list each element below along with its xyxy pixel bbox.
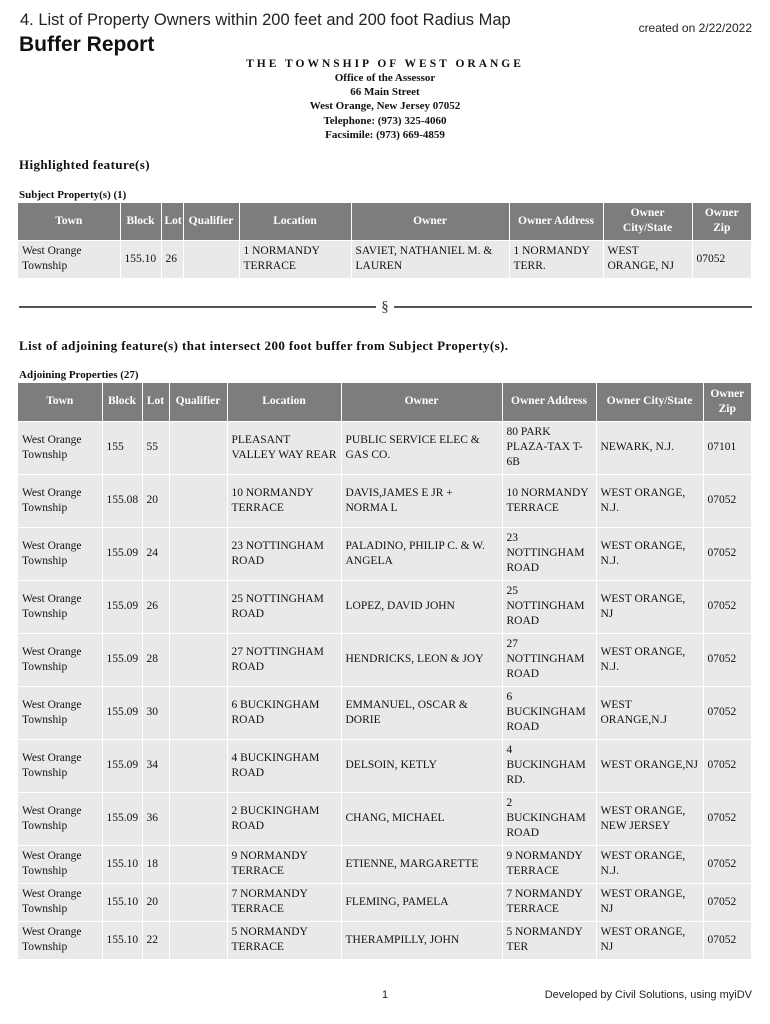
divider-line-right: [394, 306, 752, 308]
header-owner-zip: Owner Zip: [703, 383, 751, 421]
cell-owner-city-state: WEST ORANGE, N.J.: [596, 527, 703, 580]
table-row: [18, 421, 751, 474]
cell-owner-address: 5 NORMANDY TER: [502, 921, 596, 959]
cell-lot: 20: [142, 883, 169, 921]
created-date: created on 2/22/2022: [638, 21, 752, 35]
cell-qualifier: [169, 883, 227, 921]
cell-owner: CHANG, MICHAEL: [341, 792, 502, 845]
cell-block: 155.08: [102, 474, 142, 527]
cell-owner-city-state: WEST ORANGE, NJ: [603, 240, 692, 278]
office-name: Office of the Assessor: [334, 72, 436, 84]
header-owner-city-state: Owner City/State: [603, 203, 692, 240]
cell-location: 27 NOTTINGHAM ROAD: [227, 633, 341, 686]
cell-owner: SAVIET, NATHANIEL M. & LAUREN: [351, 240, 509, 278]
cell-location: 23 NOTTINGHAM ROAD: [227, 527, 341, 580]
cell-owner-address: 25 NOTTINGHAM ROAD: [502, 580, 596, 633]
cell-owner-address: 1 NORMANDY TERR.: [509, 240, 603, 278]
cell-location: 1 NORMANDY TERRACE: [239, 240, 351, 278]
cell-owner-city-state: WEST ORANGE, N.J.: [596, 845, 703, 883]
cell-qualifier: [169, 792, 227, 845]
city-address: West Orange, New Jersey 07052: [309, 100, 461, 113]
table-row: [18, 686, 751, 739]
township-name: THE TOWNSHIP OF WEST ORANGE: [246, 58, 524, 70]
cell-location: 6 BUCKINGHAM ROAD: [227, 686, 341, 739]
cell-owner-address: 6 BUCKINGHAM ROAD: [502, 686, 596, 739]
cell-owner-zip: 07052: [692, 240, 751, 278]
cell-owner-zip: 07101: [703, 421, 751, 474]
cell-location: 9 NORMANDY TERRACE: [227, 845, 341, 883]
letterhead: [0, 57, 770, 142]
cell-owner: ETIENNE, MARGARETTE: [341, 845, 502, 883]
table-row: [18, 527, 751, 580]
header-location: Location: [239, 203, 351, 240]
street-address: 66 Main Street: [350, 86, 420, 99]
cell-lot: 34: [142, 739, 169, 792]
header-block: Block: [102, 383, 142, 421]
cell-location: PLEASANT VALLEY WAY REAR: [227, 421, 341, 474]
cell-qualifier: [169, 527, 227, 580]
cell-owner-address: 7 NORMANDY TERRACE: [502, 883, 596, 921]
cell-owner-address: 10 NORMANDY TERRACE: [502, 474, 596, 527]
cell-owner-zip: 07052: [703, 739, 751, 792]
cell-owner: DAVIS,JAMES E JR + NORMA L: [341, 474, 502, 527]
table-row: [18, 474, 751, 527]
adjoining-properties-table: [18, 383, 751, 959]
cell-owner-address: 2 BUCKINGHAM ROAD: [502, 792, 596, 845]
cell-location: 2 BUCKINGHAM ROAD: [227, 792, 341, 845]
header-owner-zip: Owner Zip: [692, 203, 751, 240]
cell-block: 155.09: [102, 633, 142, 686]
section-mark: §: [381, 299, 389, 315]
cell-owner-city-state: WEST ORANGE, N.J.: [596, 474, 703, 527]
table-row: [18, 921, 751, 959]
header-location: Location: [227, 383, 341, 421]
cell-town: West Orange Township: [18, 845, 102, 883]
subject-property-label: Subject Property(s) (1): [19, 189, 127, 201]
header-owner: Owner: [341, 383, 502, 421]
cell-owner-city-state: WEST ORANGE, N.J.: [596, 633, 703, 686]
cell-location: 4 BUCKINGHAM ROAD: [227, 739, 341, 792]
cell-block: 155.10: [102, 921, 142, 959]
cell-lot: 30: [142, 686, 169, 739]
table-row: [18, 739, 751, 792]
header-block: Block: [120, 203, 161, 240]
cell-lot: 55: [142, 421, 169, 474]
cell-block: 155.10: [102, 883, 142, 921]
adjoining-properties-label: Adjoining Properties (27): [19, 369, 139, 381]
cell-owner-address: 4 BUCKINGHAM RD.: [502, 739, 596, 792]
cell-owner: EMMANUEL, OSCAR & DORIE: [341, 686, 502, 739]
header-qualifier: Qualifier: [183, 203, 239, 240]
document-title: 4. List of Property Owners within 200 feet and 200 foot Radius Map: [20, 11, 511, 29]
cell-block: 155.09: [102, 686, 142, 739]
header-owner-address: Owner Address: [502, 383, 596, 421]
cell-block: 155.09: [102, 739, 142, 792]
cell-owner-zip: 07052: [703, 527, 751, 580]
divider-line-left: [19, 306, 376, 308]
cell-qualifier: [169, 421, 227, 474]
cell-qualifier: [169, 739, 227, 792]
cell-owner: HENDRICKS, LEON & JOY: [341, 633, 502, 686]
cell-town: West Orange Township: [18, 792, 102, 845]
table-row: [18, 845, 751, 883]
cell-town: West Orange Township: [18, 883, 102, 921]
cell-qualifier: [169, 686, 227, 739]
cell-owner: THERAMPILLY, JOHN: [341, 921, 502, 959]
header-town: Town: [18, 203, 120, 240]
cell-town: West Orange Township: [18, 633, 102, 686]
cell-owner-zip: 07052: [703, 845, 751, 883]
cell-owner-address: 9 NORMANDY TERRACE: [502, 845, 596, 883]
facsimile: Facsimile: (973) 669-4859: [325, 128, 445, 141]
cell-owner: PUBLIC SERVICE ELEC & GAS CO.: [341, 421, 502, 474]
cell-block: 155.09: [102, 527, 142, 580]
cell-owner: PALADINO, PHILIP C. & W. ANGELA: [341, 527, 502, 580]
cell-owner-city-state: WEST ORANGE,N.J: [596, 686, 703, 739]
cell-block: 155.09: [102, 580, 142, 633]
developed-by: Developed by Civil Solutions, using myiDV: [544, 989, 752, 1001]
cell-owner-city-state: WEST ORANGE, NEW JERSEY: [596, 792, 703, 845]
cell-owner: DELSOIN, KETLY: [341, 739, 502, 792]
cell-town: West Orange Township: [18, 527, 102, 580]
subject-property-table: [18, 203, 751, 278]
cell-town: West Orange Township: [18, 739, 102, 792]
cell-owner-city-state: WEST ORANGE,NJ: [596, 739, 703, 792]
cell-town: West Orange Township: [18, 686, 102, 739]
cell-lot: 26: [161, 240, 183, 278]
cell-block: 155: [102, 421, 142, 474]
cell-lot: 24: [142, 527, 169, 580]
header-owner-address: Owner Address: [509, 203, 603, 240]
cell-qualifier: [169, 921, 227, 959]
cell-owner-city-state: WEST ORANGE, NJ: [596, 921, 703, 959]
table-row: [18, 580, 751, 633]
table-row: [18, 792, 751, 845]
cell-owner-zip: 07052: [703, 792, 751, 845]
cell-town: West Orange Township: [18, 921, 102, 959]
cell-town: West Orange Township: [18, 240, 120, 278]
cell-lot: 22: [142, 921, 169, 959]
cell-qualifier: [183, 240, 239, 278]
cell-owner: LOPEZ, DAVID JOHN: [341, 580, 502, 633]
cell-owner-city-state: NEWARK, N.J.: [596, 421, 703, 474]
cell-owner-city-state: WEST ORANGE, NJ: [596, 883, 703, 921]
cell-location: 7 NORMANDY TERRACE: [227, 883, 341, 921]
cell-owner-city-state: WEST ORANGE, NJ: [596, 580, 703, 633]
cell-block: 155.10: [102, 845, 142, 883]
report-title: Buffer Report: [19, 33, 155, 56]
header-lot: Lot: [161, 203, 183, 240]
cell-qualifier: [169, 474, 227, 527]
header-owner-city-state: Owner City/State: [596, 383, 703, 421]
cell-owner-zip: 07052: [703, 633, 751, 686]
cell-town: West Orange Township: [18, 580, 102, 633]
header-lot: Lot: [142, 383, 169, 421]
cell-town: West Orange Township: [18, 421, 102, 474]
cell-owner-address: 80 PARK PLAZA-TAX T-6B: [502, 421, 596, 474]
telephone: Telephone: (973) 325-4060: [323, 114, 447, 127]
cell-owner-zip: 07052: [703, 921, 751, 959]
cell-lot: 20: [142, 474, 169, 527]
adjoining-features-heading: List of adjoining feature(s) that intersect 200 foot buffer from Subject Property(s).: [19, 338, 509, 353]
table-row: [18, 633, 751, 686]
cell-owner: FLEMING, PAMELA: [341, 883, 502, 921]
cell-block: 155.10: [120, 240, 161, 278]
table-row: [18, 883, 751, 921]
cell-lot: 26: [142, 580, 169, 633]
cell-qualifier: [169, 580, 227, 633]
cell-qualifier: [169, 845, 227, 883]
cell-town: West Orange Township: [18, 474, 102, 527]
cell-location: 10 NORMANDY TERRACE: [227, 474, 341, 527]
cell-owner-zip: 07052: [703, 580, 751, 633]
cell-owner-address: 27 NOTTINGHAM ROAD: [502, 633, 596, 686]
highlighted-features-heading: Highlighted feature(s): [19, 157, 150, 172]
cell-owner-zip: 07052: [703, 474, 751, 527]
cell-owner-address: 23 NOTTINGHAM ROAD: [502, 527, 596, 580]
header-qualifier: Qualifier: [169, 383, 227, 421]
cell-lot: 28: [142, 633, 169, 686]
cell-qualifier: [169, 633, 227, 686]
section-divider: [19, 298, 752, 316]
cell-location: 25 NOTTINGHAM ROAD: [227, 580, 341, 633]
header-owner: Owner: [351, 203, 509, 240]
table-row: [18, 240, 751, 278]
cell-lot: 18: [142, 845, 169, 883]
cell-location: 5 NORMANDY TERRACE: [227, 921, 341, 959]
cell-owner-zip: 07052: [703, 883, 751, 921]
header-town: Town: [18, 383, 102, 421]
cell-lot: 36: [142, 792, 169, 845]
cell-owner-zip: 07052: [703, 686, 751, 739]
page-number: 1: [381, 989, 389, 1001]
cell-block: 155.09: [102, 792, 142, 845]
